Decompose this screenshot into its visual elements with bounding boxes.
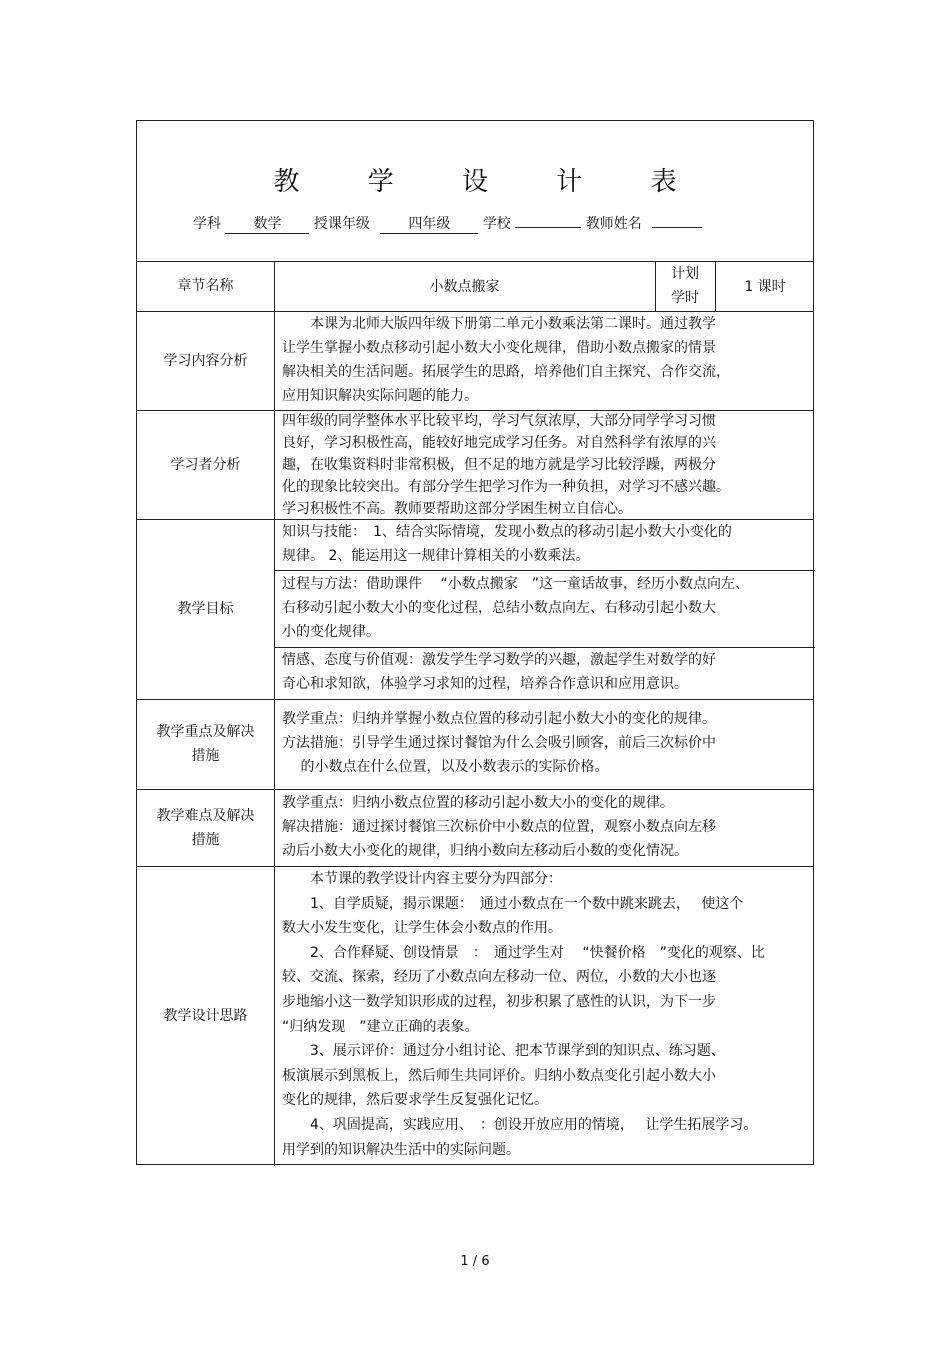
- text-line: 教学重点：归纳并掌握小数点位置的移动引起小数大小的变化的规律。: [282, 711, 716, 727]
- text-line: 本节课的教学设计内容主要分为四部分：: [282, 871, 562, 887]
- chapter-label: 章节名称: [177, 278, 234, 294]
- lesson-design-table: [136, 120, 814, 1165]
- school-label: 学校: [482, 216, 511, 232]
- objective-divider: [274, 570, 815, 571]
- key-points-label: [137, 699, 274, 789]
- text-line: 四年级的同学整体水平比较平均，学习气氛浓厚，大部分同学学习习惯: [282, 413, 716, 429]
- text-line: 让学生掌握小数点移动引起小数大小变化规律，借助小数点搬家的情景: [282, 340, 716, 356]
- label-line: 措施: [191, 831, 220, 848]
- text-line: 步地缩小这一数学知识形成的过程，初步积累了感性的认识，为下一步: [282, 993, 716, 1010]
- text-line: 良好，学习积极性高，能较好地完成学习任务。对自然科学有浓厚的兴: [282, 435, 716, 451]
- difficult-points-text: [282, 791, 810, 863]
- text-line: 动后小数大小变化的规律，归纳小数向左移动后小数的变化情况。: [282, 843, 688, 859]
- text-line: 的小数点在什么位置，以及小数表示的实际价格。: [282, 759, 609, 775]
- label-line: 教学重点及解决: [156, 724, 255, 740]
- text-line: 用学到的知识解决生活中的实际问题。: [282, 1141, 520, 1158]
- text-line: 1、自学质疑，揭示课题： 通过小数点在一个数中跳来跳去， 使这个: [282, 895, 744, 912]
- text-line: 教学重点：归纳小数点位置的移动引起小数大小的变化的规律。: [282, 795, 674, 811]
- objective-process: [282, 572, 810, 644]
- teacher-value: [652, 227, 702, 228]
- subject-label: 学科: [193, 216, 221, 232]
- subject-value: 数学: [225, 213, 309, 234]
- objectives-label: 教学目标: [177, 601, 234, 617]
- grade-label: 授课年级: [313, 216, 370, 232]
- text-line: 应用知识解决实际问题的能力。: [282, 388, 478, 404]
- text-line: 过程与方法：借助课件 “小数点搬家 ”这一童话故事，经历小数点向左、: [282, 576, 749, 592]
- teacher-label: 教师姓名: [585, 216, 642, 232]
- text-line: 学习积极性不高。教师要帮助这部分学困生树立自信心。: [282, 501, 632, 517]
- text-line: 奇心和求知欲，体验学习求知的过程，培养合作意识和应用意识。: [282, 676, 688, 692]
- design-ideas-text: [282, 867, 810, 1162]
- planned-hours-label: [655, 261, 715, 311]
- text-line: 趣，在收集资料时非常积极，但不足的地方就是学习比较浮躁，两极分: [282, 457, 716, 473]
- text-line: “归纳发现 ”建立正确的表象。: [282, 1018, 479, 1035]
- label-line: 教学难点及解决: [156, 807, 255, 824]
- text-line: 2、合作释疑、创设情景 ： 通过学生对 “快餐价格 ”变化的观察、比: [282, 944, 765, 961]
- content-analysis-text: [282, 312, 810, 408]
- header-meta: [193, 213, 702, 234]
- text-line: 解决相关的生活问题。拓展学生的思路，培养他们自主探究、合作交流，: [282, 364, 730, 380]
- text-line: 较、交流、探索，经历了小数点向左移动一位、两位，小数的大小也逐: [282, 969, 716, 986]
- difficult-points-label: [137, 789, 274, 866]
- text-line: 知识与技能： 1、结合实际情境，发现小数点的移动引起小数大小变化的: [282, 524, 732, 540]
- learner-analysis-label: 学习者分析: [170, 456, 241, 473]
- grade-value: 四年级: [380, 213, 478, 234]
- page-title: 教 学 设 计 表: [273, 167, 707, 197]
- objective-emotion: [282, 648, 810, 696]
- design-ideas-label: 教学设计思路: [163, 1008, 248, 1024]
- text-line: 数大小发生变化，让学生体会小数点的作用。: [282, 920, 562, 937]
- text-line: 方法措施：引导学生通过探讨餐馆为什么会吸引顾客，前后三次标价中: [282, 735, 716, 751]
- text-line: 右移动引起小数大小的变化过程，总结小数点向左、右移动引起小数大: [282, 600, 716, 616]
- planned-label-line-1: 计划: [671, 266, 699, 282]
- learner-analysis-text: [282, 410, 810, 520]
- label-line: 措施: [191, 748, 220, 764]
- text-line: 情感、态度与价值观：激发学生学习数学的兴趣，激起学生对数学的好: [282, 652, 716, 668]
- text-line: 规律。 2、能运用这一规律计算相关的小数乘法。: [282, 548, 590, 564]
- school-value: [515, 227, 581, 228]
- text-line: 小的变化规律。: [282, 624, 380, 640]
- text-line: 解决措施：通过探讨餐馆三次标价中小数点的位置，观察小数点向左移: [282, 819, 716, 835]
- content-analysis-label: 学习内容分析: [163, 352, 248, 369]
- text-line: 变化的规律，然后要求学生反复强化记忆。: [282, 1092, 548, 1109]
- key-points-text: [282, 707, 810, 779]
- column-divider: [274, 261, 275, 1166]
- text-line: 3、展示评价：通过分小组讨论、把本节课学到的知识点、练习题、: [282, 1043, 725, 1060]
- page-number: 1 / 6: [460, 1254, 490, 1269]
- text-line: 板演展示到黑板上，然后师生共同评价。归纳小数点变化引起小数大小: [282, 1067, 716, 1084]
- objective-knowledge: [282, 520, 810, 568]
- planned-hours-value: 1 课时: [744, 279, 786, 295]
- text-line: 本课为北师大版四年级下册第二单元小数乘法第二课时。通过教学: [282, 316, 716, 332]
- chapter-value: 小数点搬家: [429, 279, 500, 295]
- text-line: 化的现象比较突出。有部分学生把学习作为一种负担，对学习不感兴趣。: [282, 479, 730, 495]
- text-line: 4、巩固提高，实践应用、 ：创设开放应用的情境， 让学生拓展学习。: [282, 1116, 758, 1133]
- planned-label-line-2: 学时: [671, 290, 699, 306]
